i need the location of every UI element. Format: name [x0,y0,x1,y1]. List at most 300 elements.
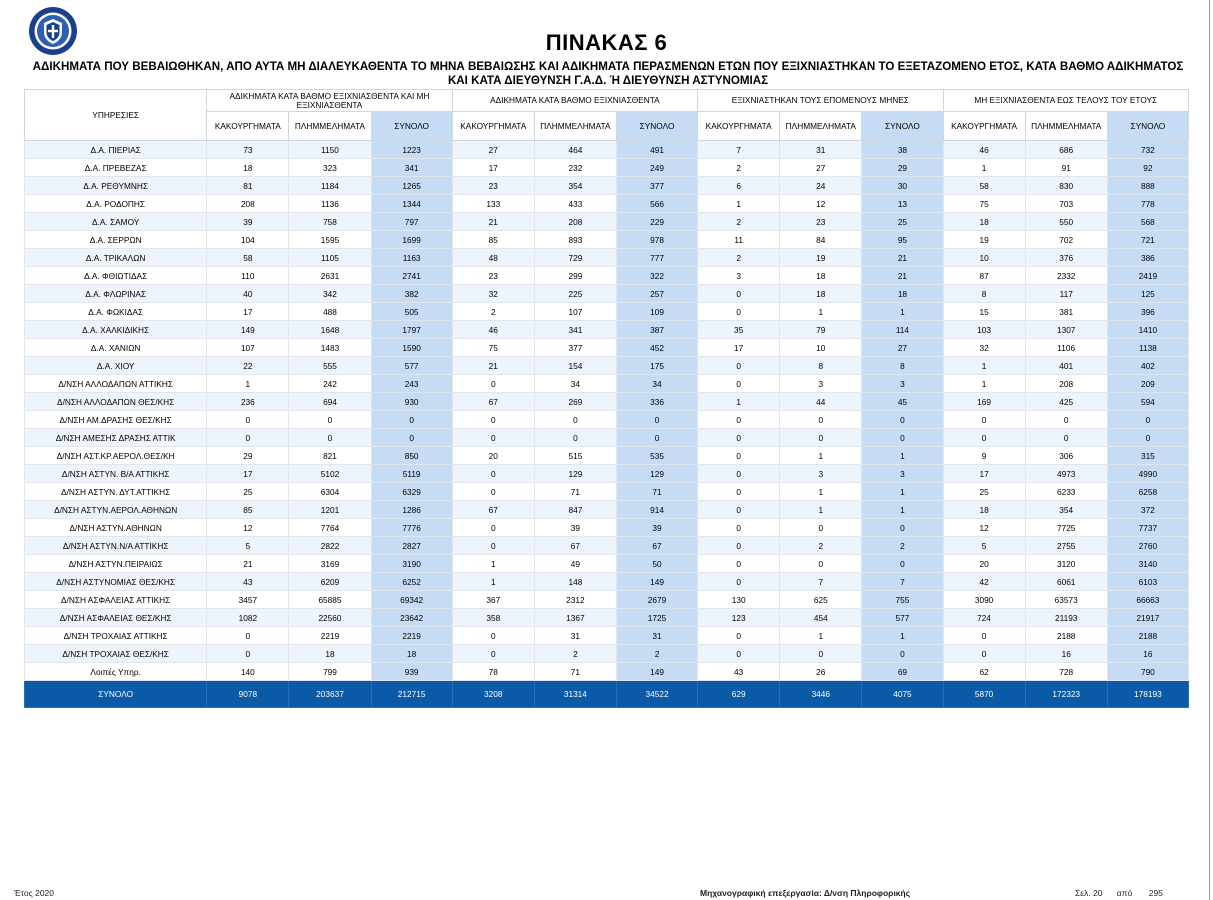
value-cell: 2312 [534,591,616,609]
value-cell: 17 [452,159,534,177]
value-cell: 1344 [371,195,452,213]
value-cell: 729 [534,249,616,267]
value-cell: 10 [943,249,1025,267]
value-cell: 2760 [1107,537,1188,555]
value-cell: 0 [780,429,862,447]
value-cell: 1648 [289,321,371,339]
value-cell: 5 [207,537,289,555]
page-label: Σελ. [1075,888,1091,898]
value-cell: 25 [862,213,943,231]
value-cell: 1 [780,501,862,519]
table-row [25,213,1189,231]
value-cell: 21917 [1107,609,1188,627]
value-cell: 1 [452,573,534,591]
table-row [25,537,1189,555]
value-cell: 0 [207,411,289,429]
value-cell: 0 [698,501,780,519]
value-cell: 148 [534,573,616,591]
total-value-cell: 34522 [616,681,697,708]
value-cell: 0 [943,645,1025,663]
value-cell: 323 [289,159,371,177]
value-cell: 232 [534,159,616,177]
value-cell: 0 [943,627,1025,645]
value-cell: 1 [780,303,862,321]
value-cell: 790 [1107,663,1188,681]
value-cell: 58 [943,177,1025,195]
table-row [25,465,1189,483]
value-cell: 43 [207,573,289,591]
value-cell: 110 [207,267,289,285]
value-cell: 1184 [289,177,371,195]
service-name-cell: Δ/ΝΣΗ ΑΛΛΟΔΑΠΩΝ ΘΕΣ/ΚΗΣ [25,393,207,411]
value-cell: 3 [780,465,862,483]
value-cell: 114 [862,321,943,339]
value-cell: 1590 [371,339,452,357]
value-cell: 0 [289,429,371,447]
value-cell: 23642 [371,609,452,627]
value-cell: 31 [534,627,616,645]
value-cell: 306 [1025,447,1107,465]
value-cell: 1163 [371,249,452,267]
value-cell: 0 [780,519,862,537]
value-cell: 125 [1107,285,1188,303]
value-cell: 376 [1025,249,1107,267]
column-header: ΠΛΗΜΜΕΛΗΜΑΤΑ [289,112,371,141]
value-cell: 3 [698,267,780,285]
page-number: 20 [1093,888,1103,898]
total-label-cell: ΣΥΝΟΛΟ [25,681,207,708]
value-cell: 694 [289,393,371,411]
value-cell: 0 [698,645,780,663]
value-cell: 299 [534,267,616,285]
value-cell: 62 [943,663,1025,681]
value-cell: 336 [616,393,697,411]
value-cell: 2188 [1107,627,1188,645]
value-cell: 1 [943,357,1025,375]
value-cell: 3 [862,465,943,483]
value-cell: 91 [1025,159,1107,177]
value-cell: 1150 [289,141,371,159]
value-cell: 0 [207,627,289,645]
value-cell: 11 [698,231,780,249]
value-cell: 1082 [207,609,289,627]
value-cell: 107 [534,303,616,321]
value-cell: 19 [943,231,1025,249]
value-cell: 568 [1107,213,1188,231]
value-cell: 85 [207,501,289,519]
value-cell: 515 [534,447,616,465]
value-cell: 39 [207,213,289,231]
value-cell: 31 [616,627,697,645]
footer-pagination [1075,888,1163,898]
value-cell: 21193 [1025,609,1107,627]
group-header: ΜΗ ΕΞΙΧΝΙΑΣΘΕΝΤΑ ΕΩΣ ΤΕΛΟΥΣ ΤΟΥ ΕΤΟΥΣ [943,90,1188,112]
service-name-cell: Δ.Α. ΦΛΩΡΙΝΑΣ [25,285,207,303]
value-cell: 724 [943,609,1025,627]
value-cell: 755 [862,591,943,609]
table-row [25,159,1189,177]
value-cell: 48 [452,249,534,267]
value-cell: 21 [862,249,943,267]
value-cell: 1 [207,375,289,393]
service-name-cell: Λοιπές Υπηρ. [25,663,207,681]
value-cell: 0 [371,429,452,447]
value-cell: 32 [943,339,1025,357]
table-row [25,429,1189,447]
page-subtitle: ΑΔΙΚΗΜΑΤΑ ΠΟΥ ΒΕΒΑΙΩΘΗΚΑΝ, ΑΠΟ ΑΥΤΑ ΜΗ ΔΙΑΛΕΥΚΑΘΕΝΤΑ ΤΟ ΜΗΝΑ ΒΕΒΑΙΩΣΗΣ ΚΑΙ ΑΔΙΚΗΜΑΤΑ ΠΕΡΑΣΜΕΝΩΝ ΕΤΩΝ ΠΟΥ ΕΞΙΧΝΙΑΣΤΗΚΑΝ ΤΟ ΕΞΕΤΑΖΟΜΕΝΟ ΕΤΟΣ, ΚΑΤΑ ΒΑΘΜΟ ΑΔΙΚΗΜΑΤΟΣ ΚΑΙ ΚΑΤΑ ΔΙΕΥΘΥΝΣΗ Γ.Α.Δ. Ή ΔΙΕΥΘΥΝΣΗ ΑΣΤΥΝΟΜΙΑΣ [32,60,1184,87]
value-cell: 21 [207,555,289,573]
table-row [25,393,1189,411]
value-cell: 6103 [1107,573,1188,591]
value-cell: 129 [534,465,616,483]
value-cell: 0 [616,411,697,429]
value-cell: 12 [780,195,862,213]
value-cell: 29 [862,159,943,177]
value-cell: 1 [862,501,943,519]
value-cell: 978 [616,231,697,249]
value-cell: 2 [452,303,534,321]
value-cell: 1138 [1107,339,1188,357]
value-cell: 21 [452,357,534,375]
column-header: ΠΛΗΜΜΕΛΗΜΑΤΑ [534,112,616,141]
value-cell: 0 [698,447,780,465]
value-cell: 1201 [289,501,371,519]
value-cell: 1223 [371,141,452,159]
service-name-cell: Δ.Α. ΣΕΡΡΩΝ [25,231,207,249]
total-value-cell: 629 [698,681,780,708]
value-cell: 7737 [1107,519,1188,537]
value-cell: 3 [780,375,862,393]
value-cell: 17 [207,303,289,321]
value-cell: 1286 [371,501,452,519]
value-cell: 23 [780,213,862,231]
value-cell: 0 [207,645,289,663]
value-cell: 69342 [371,591,452,609]
value-cell: 2 [534,645,616,663]
value-cell: 0 [698,303,780,321]
value-cell: 0 [698,465,780,483]
value-cell: 377 [616,177,697,195]
value-cell: 2332 [1025,267,1107,285]
service-name-cell: Δ.Α. ΠΙΕΡΙΑΣ [25,141,207,159]
value-cell: 154 [534,357,616,375]
value-cell: 34 [616,375,697,393]
value-cell: 7725 [1025,519,1107,537]
value-cell: 2 [616,645,697,663]
value-cell: 133 [452,195,534,213]
column-header: ΠΛΗΜΜΕΛΗΜΑΤΑ [1025,112,1107,141]
value-cell: 16 [1025,645,1107,663]
service-name-cell: Δ/ΝΣΗ ΑΣΦΑΛΕΙΑΣ ΑΤΤΙΚΗΣ [25,591,207,609]
value-cell: 7764 [289,519,371,537]
value-cell: 0 [780,555,862,573]
value-cell: 12 [943,519,1025,537]
value-cell: 81 [207,177,289,195]
value-cell: 797 [371,213,452,231]
value-cell: 58 [207,249,289,267]
value-cell: 8 [943,285,1025,303]
value-cell: 18 [943,501,1025,519]
value-cell: 0 [1107,411,1188,429]
value-cell: 1265 [371,177,452,195]
value-cell: 939 [371,663,452,681]
value-cell: 2419 [1107,267,1188,285]
value-cell: 0 [698,429,780,447]
value-cell: 1307 [1025,321,1107,339]
value-cell: 377 [534,339,616,357]
value-cell: 888 [1107,177,1188,195]
service-name-cell: Δ.Α. ΦΩΚΙΔΑΣ [25,303,207,321]
page-total: 295 [1148,888,1163,898]
value-cell: 29 [207,447,289,465]
value-cell: 27 [780,159,862,177]
value-cell: 27 [452,141,534,159]
value-cell: 0 [943,429,1025,447]
value-cell: 1 [862,303,943,321]
service-name-cell: Δ.Α. ΦΘΙΩΤΙΔΑΣ [25,267,207,285]
value-cell: 1725 [616,609,697,627]
value-cell: 821 [289,447,371,465]
value-cell: 0 [452,537,534,555]
value-cell: 367 [452,591,534,609]
value-cell: 2 [698,249,780,267]
table-row [25,411,1189,429]
value-cell: 535 [616,447,697,465]
value-cell: 3140 [1107,555,1188,573]
value-cell: 7 [698,141,780,159]
value-cell: 0 [862,411,943,429]
value-cell: 242 [289,375,371,393]
value-cell: 0 [452,645,534,663]
service-name-cell: Δ/ΝΣΗ ΤΡΟΧΑΙΑΣ ΑΤΤΙΚΗΣ [25,627,207,645]
value-cell: 0 [780,411,862,429]
value-cell: 2 [698,159,780,177]
column-header: ΣΥΝΟΛΟ [616,112,697,141]
value-cell: 850 [371,447,452,465]
value-cell: 149 [616,573,697,591]
value-cell: 22 [207,357,289,375]
value-cell: 1595 [289,231,371,249]
value-cell: 3120 [1025,555,1107,573]
value-cell: 20 [943,555,1025,573]
value-cell: 1136 [289,195,371,213]
table-row [25,195,1189,213]
service-name-cell: Δ/ΝΣΗ ΑΣΤΥΝΟΜΙΑΣ ΘΕΣ/ΚΗΣ [25,573,207,591]
value-cell: 0 [698,537,780,555]
value-cell: 107 [207,339,289,357]
value-cell: 401 [1025,357,1107,375]
value-cell: 84 [780,231,862,249]
value-cell: 2188 [1025,627,1107,645]
service-name-cell: Δ/ΝΣΗ ΑΜ.ΔΡΑΣΗΣ ΘΕΣ/ΚΗΣ [25,411,207,429]
value-cell: 8 [780,357,862,375]
value-cell: 1 [698,195,780,213]
value-cell: 1106 [1025,339,1107,357]
value-cell: 26 [780,663,862,681]
value-cell: 6 [698,177,780,195]
service-name-cell: Δ/ΝΣΗ ΤΡΟΧΑΙΑΣ ΘΕΣ/ΚΗΣ [25,645,207,663]
value-cell: 17 [207,465,289,483]
of-label: από [1116,888,1133,898]
value-cell: 2 [862,537,943,555]
total-value-cell: 172323 [1025,681,1107,708]
value-cell: 1699 [371,231,452,249]
service-name-cell: Δ.Α. ΡΕΘΥΜΝΗΣ [25,177,207,195]
value-cell: 5 [943,537,1025,555]
value-cell: 387 [616,321,697,339]
value-cell: 18 [862,285,943,303]
value-cell: 381 [1025,303,1107,321]
value-cell: 13 [862,195,943,213]
value-cell: 0 [207,429,289,447]
table-row [25,663,1189,681]
value-cell: 42 [943,573,1025,591]
value-cell: 257 [616,285,697,303]
value-cell: 0 [371,411,452,429]
value-cell: 2 [698,213,780,231]
value-cell: 0 [1107,429,1188,447]
value-cell: 18 [780,285,862,303]
value-cell: 4990 [1107,465,1188,483]
value-cell: 2827 [371,537,452,555]
value-cell: 0 [862,555,943,573]
value-cell: 2219 [289,627,371,645]
value-cell: 18 [207,159,289,177]
value-cell: 732 [1107,141,1188,159]
value-cell: 893 [534,231,616,249]
value-cell: 425 [1025,393,1107,411]
value-cell: 208 [1025,375,1107,393]
service-name-cell: Δ.Α. ΧΑΝΙΩΝ [25,339,207,357]
value-cell: 130 [698,591,780,609]
value-cell: 1410 [1107,321,1188,339]
table-row [25,483,1189,501]
value-cell: 1 [452,555,534,573]
column-header: ΚΑΚΟΥΡΓΗΜΑΤΑ [698,112,780,141]
value-cell: 703 [1025,195,1107,213]
table-row [25,627,1189,645]
value-cell: 35 [698,321,780,339]
value-cell: 18 [780,267,862,285]
value-cell: 0 [862,519,943,537]
value-cell: 117 [1025,285,1107,303]
value-cell: 1 [780,483,862,501]
value-cell: 0 [698,627,780,645]
value-cell: 402 [1107,357,1188,375]
value-cell: 0 [780,645,862,663]
value-cell: 32 [452,285,534,303]
value-cell: 39 [534,519,616,537]
value-cell: 34 [534,375,616,393]
value-cell: 594 [1107,393,1188,411]
value-cell: 0 [616,429,697,447]
value-cell: 577 [371,357,452,375]
value-cell: 778 [1107,195,1188,213]
value-cell: 0 [452,627,534,645]
value-cell: 0 [534,429,616,447]
value-cell: 9 [943,447,1025,465]
value-cell: 38 [862,141,943,159]
value-cell: 15 [943,303,1025,321]
table-row [25,609,1189,627]
value-cell: 67 [616,537,697,555]
value-cell: 6209 [289,573,371,591]
group-header: ΑΔΙΚΗΜΑΤΑ ΚΑΤΑ ΒΑΘΜΟ ΕΞΙΧΝΙΑΣΘΕΝΤΑ [452,90,697,112]
value-cell: 149 [616,663,697,681]
value-cell: 17 [943,465,1025,483]
value-cell: 39 [616,519,697,537]
value-cell: 1 [943,159,1025,177]
value-cell: 372 [1107,501,1188,519]
value-cell: 0 [452,519,534,537]
group-header: ΑΔΙΚΗΜΑΤΑ ΚΑΤΑ ΒΑΘΜΟ ΕΞΙΧΝΙΑΣΘΕΝΤΑ ΚΑΙ ΜΗ ΕΞΙΧΝΙΑΣΘΕΝΤΑ [207,90,452,112]
value-cell: 18 [943,213,1025,231]
value-cell: 396 [1107,303,1188,321]
value-cell: 129 [616,465,697,483]
value-cell: 123 [698,609,780,627]
footer-year: Έτος 2020 [14,888,54,898]
value-cell: 71 [616,483,697,501]
value-cell: 67 [452,501,534,519]
value-cell: 43 [698,663,780,681]
value-cell: 21 [452,213,534,231]
total-value-cell: 9078 [207,681,289,708]
value-cell: 75 [452,339,534,357]
value-cell: 49 [534,555,616,573]
service-name-cell: Δ/ΝΣΗ ΑΣΤΥΝ.ΠΕΙΡΑΙΩΣ [25,555,207,573]
table-row [25,645,1189,663]
value-cell: 0 [289,411,371,429]
value-cell: 464 [534,141,616,159]
value-cell: 0 [698,555,780,573]
value-cell: 341 [534,321,616,339]
value-cell: 25 [943,483,1025,501]
table-row [25,591,1189,609]
value-cell: 22560 [289,609,371,627]
value-cell: 208 [207,195,289,213]
value-cell: 0 [452,465,534,483]
value-cell: 24 [780,177,862,195]
service-name-cell: Δ.Α. ΧΑΛΚΙΔΙΚΗΣ [25,321,207,339]
value-cell: 386 [1107,249,1188,267]
value-cell: 149 [207,321,289,339]
value-cell: 23 [452,267,534,285]
value-cell: 79 [780,321,862,339]
total-row [25,681,1189,708]
value-cell: 0 [862,429,943,447]
value-cell: 1 [780,447,862,465]
value-cell: 452 [616,339,697,357]
service-name-cell: Δ/ΝΣΗ ΑΣΤΥΝ. Β/Α ΑΤΤΙΚΗΣ [25,465,207,483]
value-cell: 249 [616,159,697,177]
value-cell: 45 [862,393,943,411]
table-row [25,141,1189,159]
value-cell: 6061 [1025,573,1107,591]
value-cell: 31 [780,141,862,159]
value-cell: 7 [780,573,862,591]
value-cell: 27 [862,339,943,357]
table-row [25,573,1189,591]
value-cell: 566 [616,195,697,213]
column-header: ΣΥΝΟΛΟ [371,112,452,141]
value-cell: 625 [780,591,862,609]
value-cell: 2741 [371,267,452,285]
table-row [25,357,1189,375]
value-cell: 67 [534,537,616,555]
value-cell: 2631 [289,267,371,285]
value-cell: 19 [780,249,862,267]
value-cell: 0 [452,429,534,447]
